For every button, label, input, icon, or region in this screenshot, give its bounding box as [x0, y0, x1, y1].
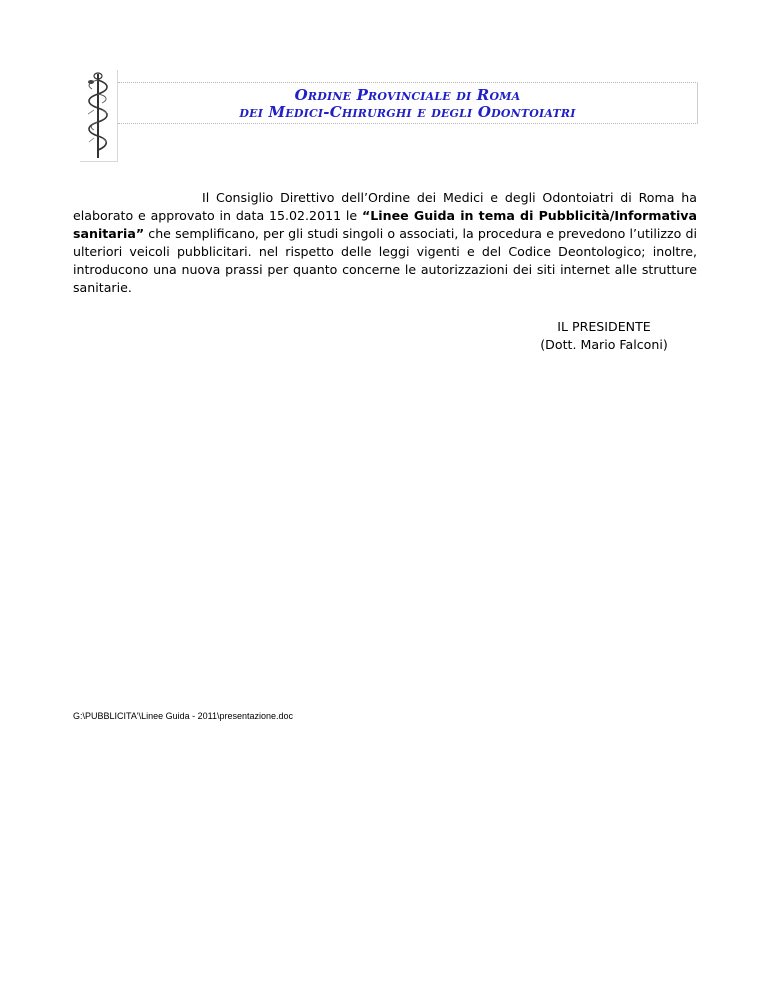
org-name-line2: dei Medici-Chirurghi e degli Odontoiatri: [239, 103, 576, 121]
org-name-line1: Ordine Provinciale di Roma: [294, 86, 521, 104]
signature-title: IL PRESIDENTE: [557, 319, 651, 334]
signature-block: [514, 318, 694, 354]
letterhead-title-band: [118, 82, 698, 124]
letterhead-logo: [80, 70, 118, 162]
file-path-footer: G:\PUBBLICITA'\Linee Guida - 2011\presentazione.doc: [73, 711, 294, 721]
signature-name: (Dott. Mario Falconi): [540, 337, 668, 352]
body-text-part2: che semplificano, per gli studi singoli o associati, la procedura e prevedono l’utilizzo di ulteriori veicoli pubblicitari. nel rispetto delle leggi vigenti e del Codice Deontologico; inoltre, introducono una nuova prassi per quanto concerne le autorizzazioni dei siti internet alle strutture sanitarie.: [73, 226, 697, 295]
body-paragraph: [73, 189, 697, 297]
body-text-bold-title: “Linee Guida in tema di Pubblicità/Informativa sanitaria”: [73, 208, 697, 241]
caduceus-icon: [82, 70, 114, 160]
body-text-part1: Il Consiglio Direttivo dell’Ordine dei Medici e degli Odontoiatri di Roma ha elaborato e approvato in data 15.02.2011 le: [73, 190, 697, 223]
